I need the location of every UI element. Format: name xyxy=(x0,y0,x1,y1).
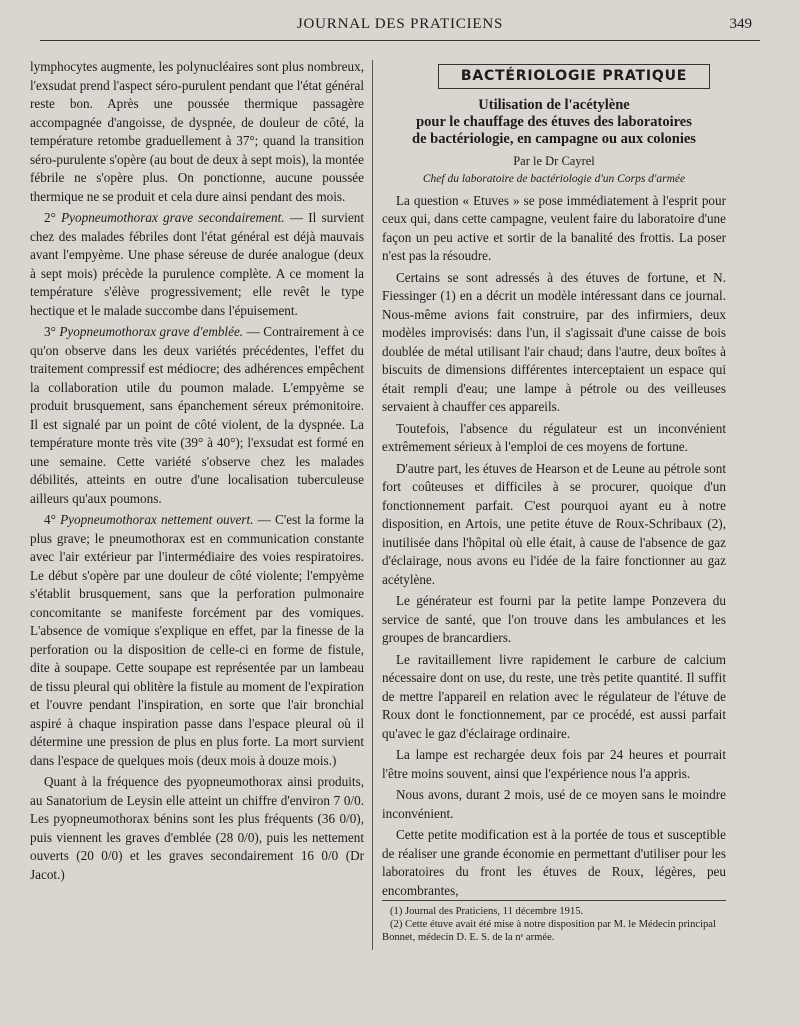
page-header xyxy=(40,10,760,41)
article-title-line: de bactériologie, en campagne ou aux colonies xyxy=(412,130,696,147)
item-number: 2° xyxy=(44,210,62,225)
paragraph: La lampe est rechargée deux fois par 24 heures et pourrait l'être moins souvent, ainsi que l'expérience nous l'a appris. xyxy=(382,747,726,781)
footnotes xyxy=(382,900,726,944)
subsection-title: Pyopneumothorax grave secondairement. xyxy=(61,210,285,225)
item-number: 3° xyxy=(44,324,60,339)
paragraph: Toutefois, l'absence du régulateur est un inconvénient extrêmement sérieux à l'emploi de ces moyens de fortune. xyxy=(382,420,726,454)
paragraph: Certains se sont adressés à des étuves de fortune, et N. Fiessinger (1) en a décrit un modèle intéressant dans ce journal. Nous-même avions fait construire, par des infirmiers, deux modèles improvisés: dans l'un, il s'agissait d'une caisse de bois doublée de métal utilisant l'air chaud; dans l'autre, deux boîtes à biscuits de dimensions différentes interceptaient un espace qui était rempli d'eau; une lampe à pétrole ou des veilleuses servaient à chauffer ces appareils. xyxy=(382,269,726,414)
subsection-title: Pyopneumothorax nettement ouvert. xyxy=(60,512,254,527)
paragraph: D'autre part, les étuves de Hearson et de Leune au pétrole sont fort coûteuses et difficiles à se procurer, quoique d'un fonctionnement parfait. C'est pourquoi ayant eu à notre disposition, en Artois, une petite étuve de Roux-Schribaux (2), inutilisée dans l'hôpital où elle était, à cause de l'absence de gaz d'éclairage, nous avons eu l'idée de la faire fonctionner au gaz acétylène. xyxy=(382,460,726,587)
column-divider xyxy=(372,60,373,950)
subsection-title: Pyopneumothorax grave d'emblée. xyxy=(59,324,244,339)
right-column xyxy=(382,58,726,900)
paragraph: Quant à la fréquence des pyopneumothorax ainsi produits, au Sanatorium de Leysin elle atteint un chiffre d'environ 7 0/0. Les pyopneumothorax bénins sont les plus fréquents (36 0/0), puis viennent les graves d'emblée (28 0/0), puis les nettement ouverts (20 0/0) et les graves secondairement 16 0/0 (Dr Jacot.) xyxy=(30,774,364,882)
paragraph xyxy=(30,511,364,770)
paragraph xyxy=(30,209,364,320)
paragraph-text: — C'est la forme la plus grave; le pneumothorax est en communication constante avec l'air extérieur par l'intermédiaire des voies respiratoires. Le début s'opère par une douleur de côté violente; l'empyème s'établit brusquement, sans que la perforation pulmonaire concomitante se manifeste forcément par des vomiques. L'absence de vomique s'explique en effet, par la finesse de la perforation ou la disposition de celle-ci en forme de fistule, dite à soupape. Cette soupape est représentée par un lambeau de tissu pleural qui oblitère la fistule au moment de l'expiration et l'ouvre pendant l'inspiration, en sorte que l'air bronchial aspiré à chaque inspiration passe dans l'espace pleural où il détermine une pression de plus en plus forte. La mort survient dans l'espace de quelques mois (deux mois à douze mois.) xyxy=(30,512,365,768)
paragraph-text: — Contrairement à ce qu'on observe dans les deux variétés précédentes, l'effet du traitement compressif est médiocre; des adhérences empêchent la collaboration utile du poumon malade. L'empyème se produit brusquement, sans épanchement séreux prémonitoire. Il est signalé par un point de côté violent, de la dyspnée. La température monte très vite (39° à 40°); l'exsudat est formé en une semaine. Cette variété s'observe chez les malades débilités, atteints en outre d'une localisation tuberculeuse ailleurs qu'aux poumons. xyxy=(30,324,364,506)
footnote: (1) Journal des Praticiens, 11 décembre 1915. xyxy=(390,906,584,917)
paragraph: Le ravitaillement livre rapidement le carbure de calcium nécessaire dont on use, du reste, une très petite quantité. Il suffit de mettre l'appareil en relation avec le régulateur de l'étuve de Roux dont le fonctionnement, par ce procédé, est aussi parfait qu'avec le gaz d'éclairage ordinaire. xyxy=(382,651,726,741)
paragraph xyxy=(30,323,364,508)
paragraph: Nous avons, durant 2 mois, usé de ce moyen sans le moindre inconvénient. xyxy=(382,787,726,821)
left-column xyxy=(30,58,364,884)
page-number: 349 xyxy=(729,16,752,32)
paragraph: Le générateur est fourni par la petite lampe Ponzevera du service de santé, que l'on trouve dans les ambulances et les groupes de brancardiers. xyxy=(382,593,726,645)
article-title-line: Utilisation de l'acétylène xyxy=(478,96,630,113)
author-byline: Par le Dr Cayrel xyxy=(513,153,595,168)
paragraph-text: — Il survient chez des malades fébriles dont l'état général est déjà mauvais avant l'empyème. Une phase séreuse de durée analogue (deux à sept mois) précède la purulence complète. A ce moment la température s'élève progressivement; elle revêt le type hectique et le malade succombe dans l'épuisement. xyxy=(30,210,365,318)
item-number: 4° xyxy=(44,512,61,527)
paragraph: La question « Etuves » se pose immédiatement à l'esprit pour ceux qui, dans cette campagne, veulent faire du laboratoire d'une façon un peu active et sortir de la banalité des frottis. La poser n'est pas la résoudre. xyxy=(382,192,726,263)
paragraph: lymphocytes augmente, les polynucléaires sont plus nombreux, l'exsudat prend l'aspect séro-purulent pendant que l'état général reste bon. Après une poussée thermique passagère accompagnée d'angoisse, de dyspnée, de douleur de côté, la température retombe graduellement à 37°; quand la transition séro-purulente s'opère (au bout de deux à sept mois), la montée fébrile ne s'opère plus. On ponctionne, aucune poussée thermique ne se produit et cela dure ainsi pendant des mois. xyxy=(30,59,365,204)
article-title xyxy=(382,97,726,148)
author-role: Chef du laboratoire de bactériologie d'un Corps d'armée xyxy=(422,173,686,185)
journal-title: JOURNAL DES PRATICIENS xyxy=(296,16,504,32)
footnote: (2) Cette étuve avait été mise à notre disposition par M. le Médecin principal Bonnet, médecin D. E. S. de la nᵉ armée. xyxy=(382,919,716,943)
paragraph: Cette petite modification est à la portée de tous et susceptible de réaliser une grande économie en permettant d'utiliser pour les laboratoires du front les étuves de Roux, légères, peu encombrantes, xyxy=(382,827,726,898)
article-title-line: pour le chauffage des étuves des laboratoires xyxy=(416,113,692,130)
section-heading: BACTÉRIOLOGIE PRATIQUE xyxy=(438,64,710,89)
